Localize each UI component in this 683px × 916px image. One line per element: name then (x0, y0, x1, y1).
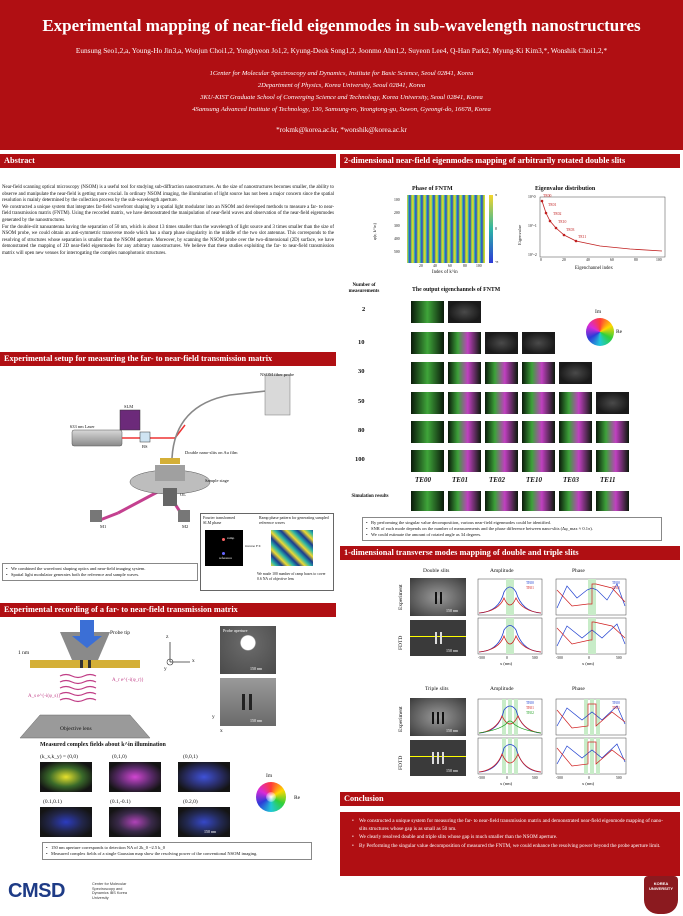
abstract-p1: Near-field scanning optical microscopy (NSOM) is a useful tool for studying sub-diffraction nanostructures. As the size of nanostructures becomes smaller, the ability to observe and manipulate the near-field is getting more crucial. In ordinary NSOM imaging, the illumination of light source has not been a major concern since the spatial resolution is mainly determined by the collection process by the sub-wavelength aperture. (2, 185, 334, 204)
poster-title: Experimental mapping of near-field eigenmodes in sub-wavelength nanostructures (42, 16, 641, 35)
phase-ytick-1: 100 (394, 198, 400, 202)
eigen2d-heading: 2-dimensional near-field eigenmodes mapping of arbitrarily rotated double slits (340, 154, 680, 168)
affiliation-4: 4Samsung Advanced Institute of Technology, 130, Samsung-ro, Yeongtong-gu, Suwon, Gyeongi-do, 16678, Korea (192, 106, 491, 113)
eig-xtick-1: 0 (540, 258, 542, 262)
eig-cell (485, 362, 518, 384)
thickness-label: 1 nm (18, 650, 30, 656)
eig-cell (596, 450, 629, 472)
fdtd-label-2: FDTD (398, 755, 404, 770)
row-label-30: 30 (358, 368, 365, 375)
xnm-label-2: x (nm) (582, 661, 595, 666)
phase-label-2: Phase (572, 686, 585, 692)
im-label-1: Im (266, 773, 273, 779)
eig-cell (485, 421, 518, 443)
tick-4b: 0 (588, 776, 590, 780)
phase-ylabel: φ(r, k^in) (372, 222, 377, 240)
eig-ylabel: Eigenvalue (517, 224, 522, 245)
field-cell-4 (40, 807, 92, 837)
abstract-heading: Abstract (0, 154, 336, 168)
eig-cell (485, 332, 518, 354)
eig-cell (522, 332, 555, 354)
slit-sem-image (220, 678, 276, 726)
sample-wave-label: A_s e^{-i(φ_s)} (28, 694, 61, 699)
num-measurements-label: Number of measurements (348, 283, 380, 294)
triple-fdtd-image (410, 740, 466, 776)
eig-cell (485, 392, 518, 414)
axis-x-label: x (192, 658, 195, 664)
reference-wave-label: A_r e^{-i(φ_r)} (112, 678, 144, 683)
eig-cell (485, 450, 518, 472)
eig-title: Eigenvalue distribution (535, 186, 596, 192)
inset-note: We made 100 number of ramp bases to cover 0.6 NA of objective lens (257, 572, 326, 581)
setup-figure (0, 370, 336, 592)
phase-xtick-2: 40 (433, 264, 437, 268)
eig-cell (559, 362, 592, 384)
eig-cell (559, 450, 592, 472)
eigen2d-bullet-3: • We could estimate the amount of rotated angle as 34 degrees. (366, 532, 658, 538)
eig-cell (596, 421, 629, 443)
eigen2d-bullets (362, 517, 662, 541)
eig-xtick-3: 40 (586, 258, 590, 262)
eig-mode-4: TE10 (558, 220, 567, 224)
slm-label: SLM (124, 404, 134, 409)
probe-aperture-label: Probe aperture (223, 628, 248, 633)
sim-cell (448, 491, 481, 511)
row-label-10: 10 (358, 339, 365, 346)
sim-cell (411, 491, 444, 511)
im-label-2: Im (595, 309, 602, 315)
phase-ytick-4: 400 (394, 237, 400, 241)
abstract-p3: For the double-slit nanoantenna having the separation of 50 nm, which is about 13 times smaller than the wavelength of light source and 3 times smaller than the size of NSOM probe, we could obtain an anti-symmetric transverse mode which has a sharp phase singularity in the middle of the two slot antennas. This corresponds to the resolving of structures whose separation is smaller than the NSOM aperture. Moreover, by scanning the NSOM probe over the two-dimensional (2D) surface, we have demonstrated the mapping of 2D near-field eigenmodes for any arbitrary nanostructures. We believe that these studies exploiting the far- to near-field transmission matrix will open new venues for interrogating the complex nanophotonic structures. (2, 224, 334, 257)
phase-xtick-3: 60 (448, 264, 452, 268)
conclusion-box (340, 812, 680, 876)
mirror-m1-shape (90, 510, 102, 522)
eig-mode-2: TE01 (548, 203, 557, 207)
phase-ytick-5: 500 (394, 250, 400, 254)
conclusion-bullet-1: • We constructed a unique system for measuring the far- to near-field transmission matrix and demonstrated near-field eigenmode mapping of nano-slits structures whose gap is as small as 50 nm. (352, 818, 670, 833)
sample-label: Double nano-slits on Au film (185, 450, 238, 455)
xnm-label-4: x (nm) (582, 781, 595, 786)
affiliation-1: 1Center for Molecular Spectroscopy and Dynamics, Institute for Basic Science, Seoul 02841, Korea (209, 70, 474, 77)
re-label-1: Re (294, 795, 301, 801)
eig-xtick-2: 20 (562, 258, 566, 262)
tick-2a: -500 (556, 656, 563, 660)
phase-xtick-5: 100 (476, 264, 482, 268)
field-label-2: (0,1,0) (112, 754, 127, 760)
recording-bullets (42, 842, 312, 860)
recording-bullet-1: • 150 nm aperture corresponds to detection NA of 2k_0 ~2.5 k_0 (46, 845, 308, 851)
eigen1d-heading: 1-dimensional transverse modes mapping of double and triple slits (340, 546, 680, 560)
field-cell-2 (109, 762, 161, 792)
affiliation-3: 3KU-KIST Graduate School of Converging Science and Technology, Korea University, Seoul 02841, Korea (200, 94, 483, 101)
field-cell-5 (109, 807, 161, 837)
tick-1a: -500 (478, 656, 485, 660)
tick-2b: 0 (588, 656, 590, 660)
mode-label-te00: TE00 (415, 476, 431, 484)
eig-cell (448, 450, 481, 472)
inset-ramp-label: Ramp phase pattern for generating sampled reference waves (259, 515, 329, 525)
abstract-p2: We constructed a unique system that integrates far-field wavefront shaping by a spatial light modulator into an NSOM and developed methods to measure a far- to near-field transmission matrix (FNTM). Using the recorded matrix, we have demonstrated the manipulation of near-field waves and observation of the near-field eigenmodes generated by the nanostructures. (2, 204, 334, 224)
phase-xtick-1: 20 (419, 264, 423, 268)
eig-xtick-6: 100 (656, 258, 662, 262)
phase-heatmap (407, 195, 485, 263)
double-slits-label: Double slits (423, 568, 450, 574)
eig-cell (448, 301, 481, 323)
poster-header (0, 0, 683, 150)
author-list: Eunsung Seo1,2,a, Young-Ho Jin3,a, Wonjun Choi1,2, Yonghyeon Jo1,2, Kyung-Deok Song1,2, Joonmo Ahn1,2, Suyeon Lee4, Q-Han Park2, Myung-Ki Kim3,*, Wonshik Choi1,2,* (75, 46, 608, 55)
cmsd-caption: Center for Molecular Spectroscopy and Dynamics IBS Korea University (92, 882, 128, 901)
sim-cell (559, 491, 592, 511)
legend-te00-4: TE00 (612, 701, 620, 705)
inset-fourier-image (205, 530, 243, 566)
probe-label: NSOM fiber probe (260, 372, 294, 377)
triple-slits-label: Triple slits (425, 686, 449, 692)
mode-label-te01: TE01 (452, 476, 468, 484)
legend-te00-1: TE00 (526, 581, 534, 585)
eig-cell (522, 450, 555, 472)
eig-cell (411, 301, 444, 323)
sem-axis-y: y (212, 714, 215, 720)
experiment-label-2: Experiment (398, 706, 404, 732)
conclusion-heading: Conclusion (340, 792, 680, 806)
inset-ramp-text: ramp (227, 536, 235, 540)
legend-te01-3: TE01 (526, 706, 534, 710)
probe-aperture-image (220, 626, 276, 674)
ol-label: OL (180, 492, 186, 497)
korea-university-text: KOREA UNIVERSITY (648, 881, 673, 891)
legend-te01-1: TE01 (526, 586, 534, 590)
conclusion-bullet-2: • We clearly resolved double and triple slits whose gap is much smaller than the NSOM aperture. (352, 834, 670, 842)
abstract-body (2, 185, 334, 258)
phase-xlabel: Index of k^in (432, 270, 458, 275)
tick-2c: 500 (616, 656, 622, 660)
recording-figure (0, 620, 336, 740)
inset-ref-text: reference (219, 556, 233, 560)
cbar-tick-mid: 0 (495, 226, 497, 231)
setup-heading: Experimental setup for measuring the far- to near-field transmission matrix (0, 352, 336, 366)
simulation-label: Simulation results (351, 494, 389, 499)
row-label-80: 80 (358, 427, 365, 434)
eig-cell (448, 392, 481, 414)
eig-mode-5: TE03 (566, 228, 575, 232)
eig-cell (448, 332, 481, 354)
contact-email: *rokmk@korea.ac.kr, *wonshik@korea.ac.kr (276, 126, 407, 134)
eig-cell (411, 421, 444, 443)
eigen2d-bullet-2: • SNR of each mode depends on the number of measurements and the phase difference between nano-slits (Δφ_max ≈ 0.1π). (366, 526, 658, 532)
eig-cell (411, 392, 444, 414)
stage-label: Sample stage (205, 478, 229, 483)
xnm-label-1: x (nm) (500, 661, 513, 666)
tick-4a: -500 (556, 776, 563, 780)
phase-colorwheel-1 (256, 782, 286, 812)
tick-4c: 500 (616, 776, 622, 780)
eig-cell (522, 421, 555, 443)
mirror-m2-shape (178, 510, 190, 522)
recording-heading: Experimental recording of a far- to near-field transmission matrix (0, 603, 336, 617)
sem-axis-x: x (220, 728, 223, 734)
amplitude-label-2: Amplitude (490, 686, 514, 692)
kxky-label: (k_x,k_y) = (0,0) (40, 754, 78, 760)
eig-ytick-2: 10^-1 (528, 224, 537, 228)
tick-1c: 500 (532, 656, 538, 660)
phase-ytick-3: 300 (394, 224, 400, 228)
field-label-4: (0.1,0.1) (43, 799, 62, 805)
phase-title: Phase of FNTM (412, 186, 453, 192)
slm-inset (200, 513, 334, 591)
eig-mode-6: TE11 (578, 235, 587, 239)
eig-cell (559, 421, 592, 443)
phase-colorbar (489, 195, 493, 263)
eig-ytick-1: 10^0 (528, 195, 536, 199)
conclusion-bullet-3: • By Performing the singular value decomposition of measured the FNTM, we could enhance the resolving power beyond the probe aperture limit. (352, 843, 670, 851)
tick-3a: -500 (478, 776, 485, 780)
scale-bar-1: 150 nm (250, 666, 263, 671)
axis-z-label: z (166, 634, 169, 640)
axis-y-label: y (164, 666, 167, 672)
phase-label-1: Phase (572, 568, 585, 574)
measured-title: Measured complex fields about k^in illumination (40, 742, 166, 748)
inset-inverse-label: inverse F.T. (245, 544, 262, 548)
field-label-3: (0,0,1) (183, 754, 198, 760)
scale-bar-3: 150 nm (204, 829, 217, 834)
phase-colorwheel-2 (586, 318, 614, 346)
eig-cell (522, 362, 555, 384)
mode-label-te11: TE11 (600, 476, 616, 484)
eig-cell (559, 392, 592, 414)
tick-1b: 0 (506, 656, 508, 660)
scale-fdtd-1: 150 nm (446, 648, 459, 653)
tick-3c: 500 (532, 776, 538, 780)
amplitude-label-1: Amplitude (490, 568, 514, 574)
sim-cell (522, 491, 555, 511)
probe-tip-label: Probe tip (110, 630, 131, 636)
sim-cell (596, 491, 629, 511)
eig-mode-3: TE02 (553, 212, 562, 216)
mode-label-te03: TE03 (563, 476, 579, 484)
legend-te01-2: TE01 (612, 586, 620, 590)
scale-exp-1: 150 nm (446, 608, 459, 613)
re-label-2: Re (616, 329, 623, 335)
eig-cell (448, 421, 481, 443)
row-label-100: 100 (355, 456, 365, 463)
phase-xtick-4: 80 (463, 264, 467, 268)
phase-ytick-2: 200 (394, 211, 400, 215)
korea-university-seal (644, 876, 678, 914)
output-eigenchannels-label: The output eigenchannels of FNTM (412, 287, 501, 293)
affiliation-2: 2Department of Physics, Korea University, Seoul 02841, Korea (257, 82, 426, 89)
eig-xtick-4: 60 (610, 258, 614, 262)
xnm-label-3: x (nm) (500, 781, 513, 786)
field-label-6: (0.2,0) (183, 799, 198, 805)
eig-cell (596, 392, 629, 414)
triple-exp-image (410, 698, 466, 736)
m2-label: M2 (182, 524, 189, 529)
double-exp-image (410, 578, 466, 616)
m1-label: M1 (100, 524, 107, 529)
tick-3b: 0 (506, 776, 508, 780)
setup-bullets (2, 563, 198, 581)
legend-te00-3: TE00 (526, 701, 534, 705)
double-fdtd-image (410, 620, 466, 656)
row-label-50: 50 (358, 398, 365, 405)
recording-bullet-2: • Measured complex fields of a single Gaussian map show the resolving power of the conventional NSOM imaging. (46, 851, 308, 857)
field-cell-1 (40, 762, 92, 792)
scale-exp-2: 150 nm (446, 728, 459, 733)
cbar-tick-bot: -π (495, 259, 499, 264)
legend-te02-3: TE02 (526, 711, 534, 715)
eig-ytick-3: 10^-2 (528, 253, 537, 257)
scale-bar-2: 150 nm (250, 718, 263, 723)
bs-label: BS (142, 444, 148, 449)
objective-label: Objective lens (60, 726, 92, 732)
mode-label-te02: TE02 (489, 476, 505, 484)
inset-ramp-image (271, 530, 313, 566)
eig-cell (448, 362, 481, 384)
experiment-label-1: Experiment (398, 584, 404, 610)
scale-fdtd-2: 150 nm (446, 768, 459, 773)
fdtd-label-1: FDTD (398, 635, 404, 650)
conclusion-list (352, 818, 670, 850)
field-cell-3 (178, 762, 230, 792)
eig-cell (411, 332, 444, 354)
eig-xtick-5: 80 (634, 258, 638, 262)
legend-te00-2: TE00 (612, 581, 620, 585)
eig-cell (411, 362, 444, 384)
setup-bullet-1: • We combined the wavefront shaping optics and near-field imaging system. (6, 566, 194, 572)
eig-cell (522, 392, 555, 414)
recording-diagram (0, 620, 210, 740)
field-label-5: (0.1,-0.1) (110, 799, 131, 805)
cmsd-logo: CMSD (8, 880, 65, 902)
eig-xlabel: Eigenchannel index (575, 266, 613, 271)
field-cell-6 (178, 807, 230, 837)
eig-mode-1: TE00 (543, 194, 552, 198)
sim-cell (485, 491, 518, 511)
eig-cell (411, 450, 444, 472)
inset-fourier-label: Fourier transformed SLM phase (203, 515, 236, 525)
mode-label-te10: TE10 (526, 476, 542, 484)
eigen2d-bullet-1: • By performing the singular value decomposition, various near-field eigenmodes could be identified. (366, 520, 658, 526)
cbar-tick-top: π (495, 192, 498, 197)
row-label-2: 2 (362, 306, 366, 313)
legend-te01-4: TE01 (612, 706, 620, 710)
setup-bullet-2: • Spatial light modulator generates both the reference and sample waves. (6, 572, 194, 578)
laser-label: 633 nm Laser (70, 424, 95, 429)
